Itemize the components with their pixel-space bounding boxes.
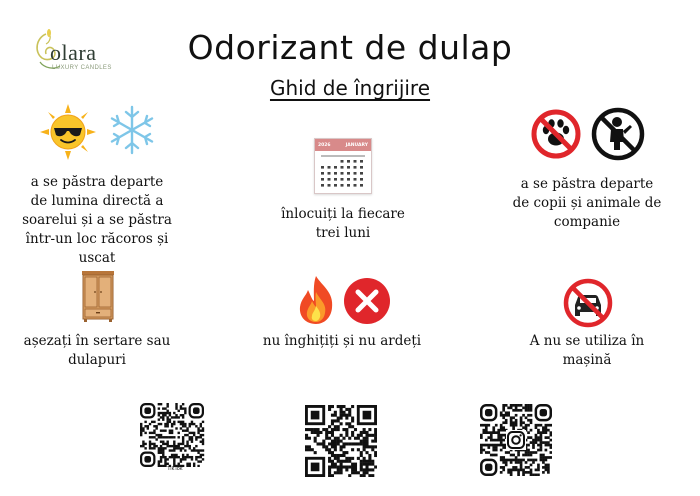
instagram-qr-code[interactable] [480, 404, 552, 476]
calendar-icon [314, 138, 372, 194]
calendar-grid [315, 151, 371, 191]
qr-pattern [140, 403, 210, 467]
cross-mark-icon [342, 276, 392, 326]
tiktok-label: TikTok [167, 466, 183, 472]
page-subtitle: Ghid de îngrijire [269, 76, 431, 100]
website-qr-code[interactable] [305, 405, 377, 477]
brand-logo [28, 28, 128, 80]
sun-sunglasses-icon [40, 104, 96, 160]
caption-drawers: așezați în sertare sau dulapuri [23, 333, 171, 368]
caption-no-swallow-burn: nu înghițiți și nu ardeți [262, 333, 422, 349]
logo-wordmark: olara [50, 40, 97, 65]
wardrobe-icon [80, 270, 116, 322]
calendar-month: JANUARY [345, 142, 368, 148]
fire-icon [294, 274, 338, 326]
caption-replace: înlocuiți la fiecare trei luni [281, 206, 405, 241]
snowflake-icon [106, 104, 158, 156]
qr-pattern [305, 405, 377, 477]
page-title: Odorizant de dulap [187, 28, 513, 67]
calendar-year: 2026 [318, 142, 331, 148]
caption-no-car: A nu se utiliza în mașină [529, 333, 645, 368]
caption-sunlight: a se păstra departe de lumina directă a soarelui și a se păstra într-un loc răcoros și uscat [22, 174, 172, 266]
logo-tagline: LUXURY CANDLES [52, 65, 112, 71]
no-car-icon [563, 278, 613, 328]
no-pets-icon [530, 108, 582, 160]
instagram-icon [506, 430, 526, 450]
no-children-icon [590, 106, 646, 162]
tiktok-qr-code[interactable] [140, 403, 210, 473]
caption-children-pets: a se păstra departe de copii și animale de companie [512, 176, 662, 230]
